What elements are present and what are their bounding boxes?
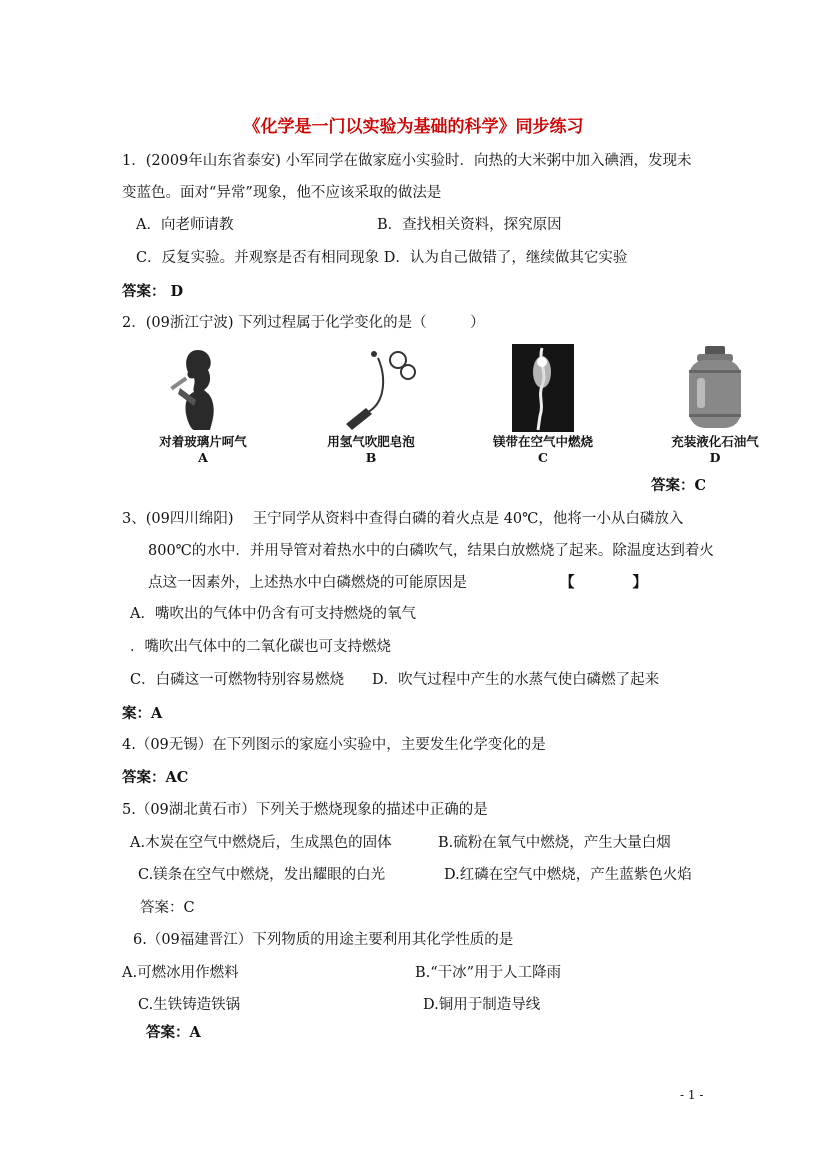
q6-option-d: D.铜用于制造导线 [423,997,541,1013]
q5-option-b: B.硫粉在氧气中燃烧，产生大量白烟 [438,835,671,851]
gas-cylinder-icon [675,342,755,434]
q3-option-d: D．吹气过程中产生的水蒸气使白磷燃了起来 [372,672,660,688]
q3-answer-bracket: 【 】 [560,574,647,591]
q4-answer: 答案：AC [122,769,189,786]
figure-b-letter: B [365,450,377,465]
q3-option-a: A．嘴吹出的气体中仍含有可支持燃烧的氧气 [130,606,416,622]
q6-option-a: A.可燃冰用作燃料 [122,965,239,981]
figure-c [478,342,608,474]
q6-line1: 6.（09福建晋江）下列物质的用途主要利用其化学性质的是 [133,932,514,948]
q3-answer: 案：A [122,705,163,722]
figure-a-caption: 对着玻璃片呵气 [159,434,247,449]
q5-option-a: A.木炭在空气中燃烧后，生成黑色的固体 [130,835,392,851]
q1-answer: 答案： D [122,283,184,300]
q3-line3: 点这一因素外，上述热水中白磷燃烧的可能原因是 [148,575,467,591]
figure-a [138,342,268,474]
q1-option-b: B．查找相关资料，探究原因 [377,217,562,233]
soap-bubble-pipe-icon [316,342,426,434]
q1-option-a: A．向老师请教 [136,217,234,233]
q1-line2: 变蓝色。面对“异常”现象，他不应该采取的做法是 [122,185,442,201]
q3-option-b: ．嘴吹出气体中的二氧化碳也可支持燃烧 [130,639,391,655]
q3-option-c: C．白磷这一可燃物特别容易燃烧 [130,672,345,688]
q1-option-cd: C．反复实验。并观察是否有相同现象 D．认为自己做错了，继续做其它实验 [136,250,628,266]
q6-answer: 答案：A [146,1024,201,1041]
figure-a-letter: A [198,450,208,465]
q5-option-d: D.红磷在空气中燃烧，产生蓝紫色火焰 [444,867,692,883]
page-number: - 1 - [680,1088,704,1102]
q2-line1: 2．(09浙江宁波) 下列过程属于化学变化的是（ ） [122,315,485,331]
figure-d [650,342,780,474]
figure-c-caption: 镁带在空气中燃烧 [492,434,593,449]
q5-answer: 答案：C [140,900,195,916]
q3-line2: 800℃的水中．并用导管对着热水中的白磷吹气，结果白放燃烧了起来。除温度达到着火 [148,543,714,559]
q5-line1: 5.（09湖北黄石市）下列关于燃烧现象的描述中正确的是 [122,802,488,818]
figure-b [306,342,436,474]
figure-c-letter: C [538,450,548,465]
q6-option-c: C.生铁铸造铁锅 [138,997,241,1013]
q4-line1: 4.（09无锡）在下列图示的家庭小实验中，主要发生化学变化的是 [122,737,546,753]
page-title: 《化学是一门以实验为基础的科学》同步练习 [243,117,584,137]
figure-b-caption: 用氢气吹肥皂泡 [327,434,415,449]
q2-answer: 答案：C [651,477,707,494]
q3-line1: 3、(09四川绵阳) 王宁同学从资料中查得白磷的着火点是 40℃，他将一小从白磷放入 [122,511,684,527]
q5-option-c: C.镁条在空气中燃烧，发出耀眼的白光 [138,867,386,883]
q1-line1: 1．(2009年山东省泰安) 小军同学在做家庭小实验时．向热的大米粥中加入碘酒，发现未 [122,153,692,169]
figure-d-caption: 充装液化石油气 [671,434,759,449]
person-breathing-icon [158,342,248,434]
q6-option-b: B.“干冰”用于人工降雨 [415,965,562,981]
figure-d-letter: D [709,450,721,465]
magnesium-burning-icon [508,342,578,434]
